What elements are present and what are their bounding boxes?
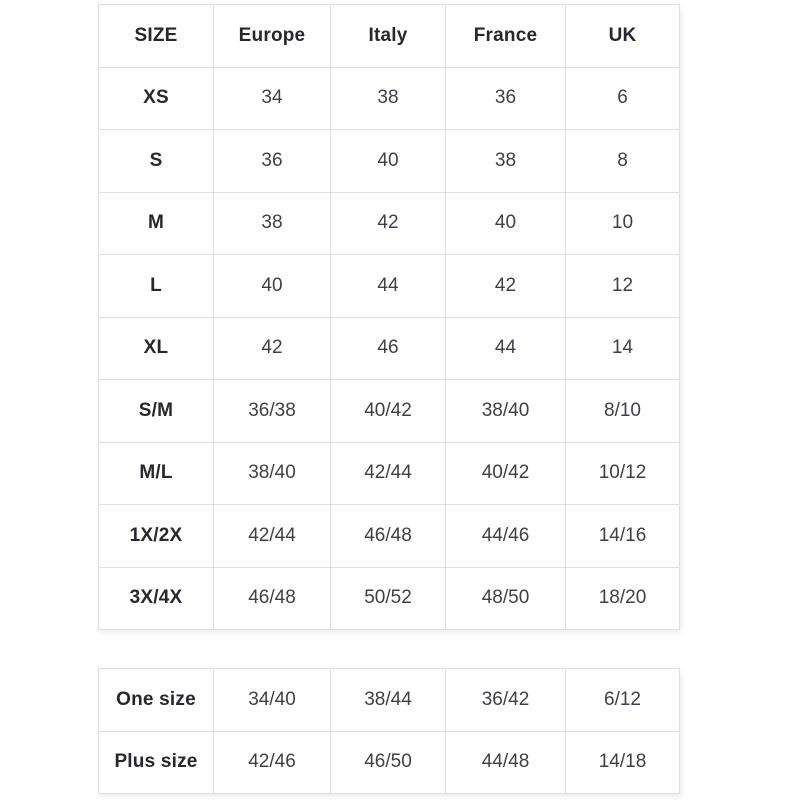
size-label-cell: S/M [99,380,214,443]
size-value-cell: 8 [566,130,680,193]
size-value-cell: 44/46 [446,505,566,568]
size-label-cell: M/L [99,442,214,505]
size-value-cell: 36 [214,130,331,193]
size-value-cell: 6/12 [566,669,680,732]
size-value-cell: 40 [446,192,566,255]
size-value-cell: 40 [331,130,446,193]
size-value-cell: 38/44 [331,669,446,732]
size-value-cell: 50/52 [331,567,446,630]
size-label-cell: 3X/4X [99,567,214,630]
size-value-cell: 38 [446,130,566,193]
size-value-cell: 34 [214,67,331,130]
size-value-cell: 42/44 [214,505,331,568]
size-label-cell: S [99,130,214,193]
size-value-cell: 42 [331,192,446,255]
size-label-cell: Plus size [99,731,214,794]
size-label-cell: XS [99,67,214,130]
size-value-cell: 6 [566,67,680,130]
size-value-cell: 46/50 [331,731,446,794]
size-value-cell: 44 [446,317,566,380]
size-value-cell: 14/18 [566,731,680,794]
size-value-cell: 40 [214,255,331,318]
size-value-cell: 46 [331,317,446,380]
table-row [99,731,680,794]
table-row [99,255,680,318]
size-value-cell: 36 [446,67,566,130]
size-value-cell: 42/44 [331,442,446,505]
size-value-cell: 44 [331,255,446,318]
size-value-cell: 42 [214,317,331,380]
size-value-cell: 44/48 [446,731,566,794]
size-value-cell: 48/50 [446,567,566,630]
table-row [99,505,680,568]
column-header: Italy [331,5,446,68]
size-value-cell: 40/42 [331,380,446,443]
size-value-cell: 40/42 [446,442,566,505]
table-row [99,317,680,380]
size-value-cell: 34/40 [214,669,331,732]
size-value-cell: 10/12 [566,442,680,505]
size-label-cell: XL [99,317,214,380]
column-header: Europe [214,5,331,68]
size-value-cell: 12 [566,255,680,318]
table-row [99,442,680,505]
size-value-cell: 46/48 [214,567,331,630]
size-label-cell: L [99,255,214,318]
table-row [99,380,680,443]
size-label-cell: M [99,192,214,255]
size-value-cell: 36/42 [446,669,566,732]
size-conversion-table [98,4,680,630]
table-row [99,669,680,732]
column-header: UK [566,5,680,68]
size-value-cell: 8/10 [566,380,680,443]
size-value-cell: 42/46 [214,731,331,794]
one-size-plus-size-table [98,668,680,794]
table-row [99,567,680,630]
table-row [99,130,680,193]
size-value-cell: 42 [446,255,566,318]
column-header: SIZE [99,5,214,68]
header-row [99,5,680,68]
size-label-cell: 1X/2X [99,505,214,568]
size-value-cell: 14 [566,317,680,380]
size-value-cell: 46/48 [331,505,446,568]
size-value-cell: 38/40 [446,380,566,443]
table-row [99,192,680,255]
size-value-cell: 38/40 [214,442,331,505]
column-header: France [446,5,566,68]
size-value-cell: 38 [214,192,331,255]
size-value-cell: 10 [566,192,680,255]
size-value-cell: 38 [331,67,446,130]
size-value-cell: 18/20 [566,567,680,630]
size-value-cell: 36/38 [214,380,331,443]
size-value-cell: 14/16 [566,505,680,568]
table-row [99,67,680,130]
size-label-cell: One size [99,669,214,732]
